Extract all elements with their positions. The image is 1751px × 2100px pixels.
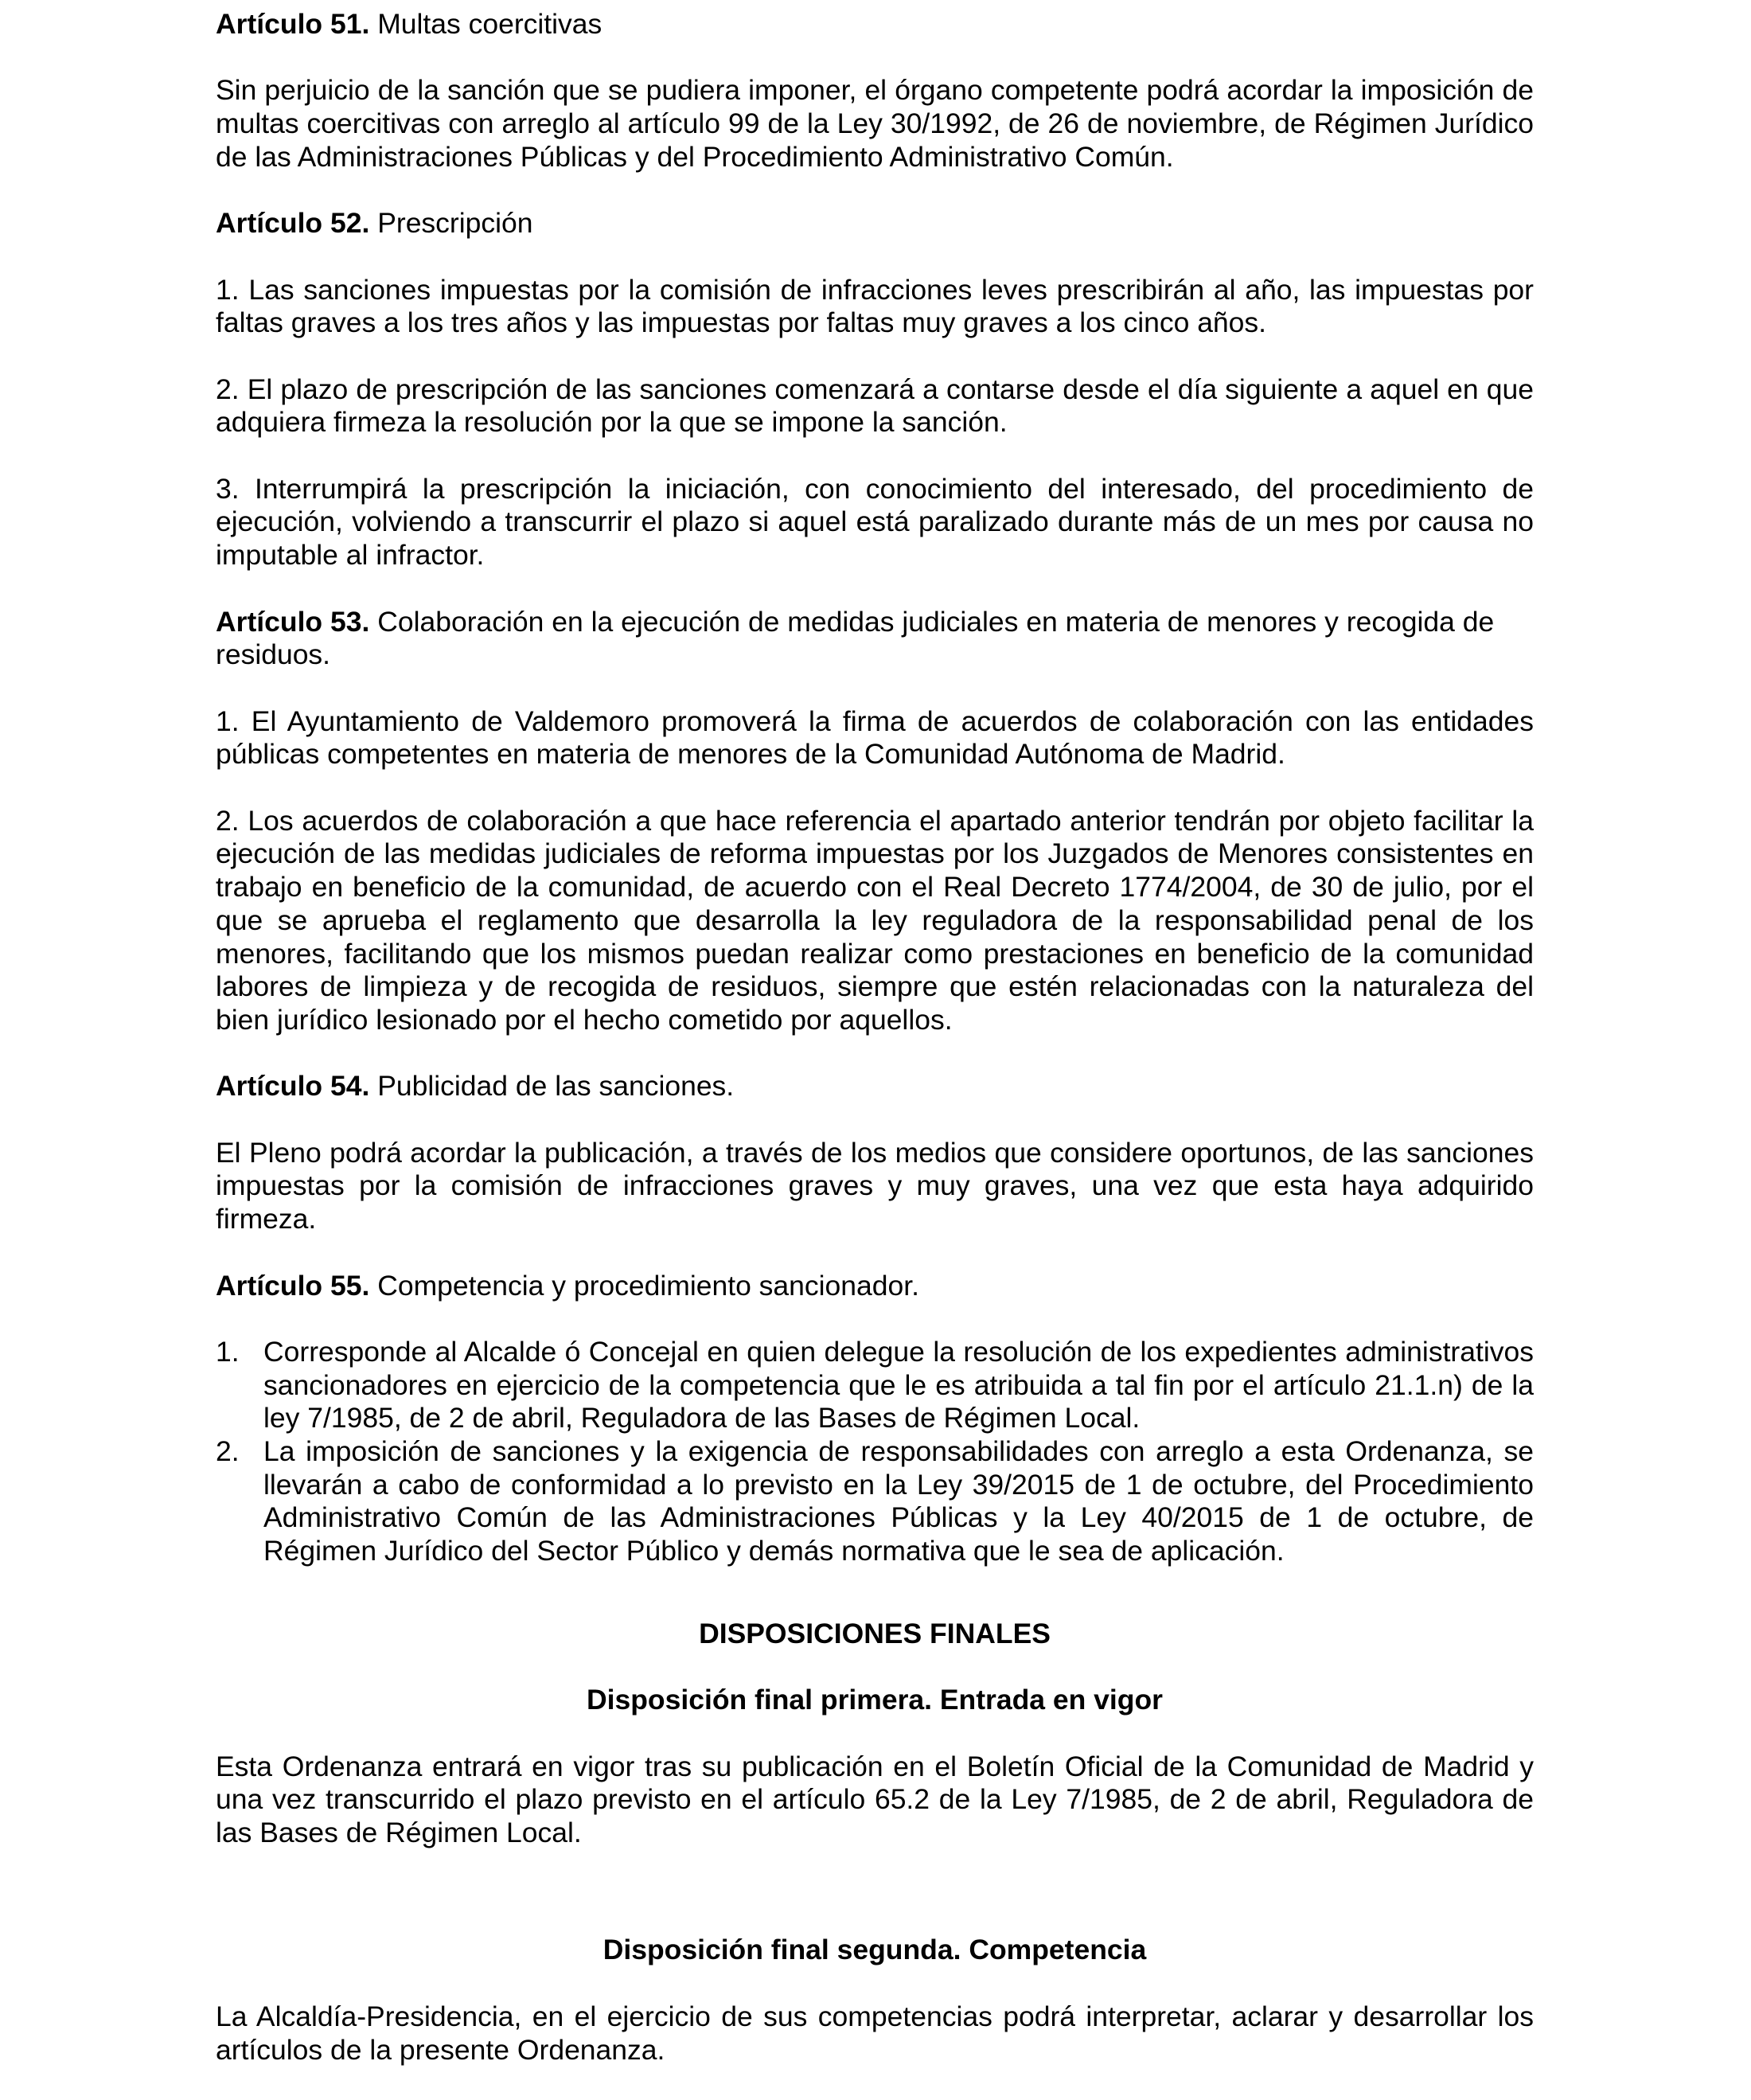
- final-provision-1-paragraph: Esta Ordenanza entrará en vigor tras su publicación en el Boletín Oficial de la Comunidad de Madrid y una vez transcurrido el plazo previsto en el artículo 65.2 de la Ley 7/1985, de 2 de abril, Reguladora de las Bases de Régimen Local.: [216, 1750, 1534, 1849]
- article-54-heading: [216, 1070, 1534, 1103]
- article-54-number: Artículo 54.: [216, 1070, 370, 1103]
- article-53-number: Artículo 53.: [216, 605, 370, 638]
- list-item-text: Corresponde al Alcalde ó Concejal en quien delegue la resolución de los expedientes administrativos sancionadores en ejercicio de la competencia que le es atribuida a tal fin por el artículo 21.1.n) de la ley 7/1985, de 2 de abril, Reguladora de las Bases de Régimen Local.: [263, 1335, 1534, 1434]
- final-provision-1-heading: Disposición final primera. Entrada en vigor: [587, 1684, 1163, 1716]
- article-54-paragraph: El Pleno podrá acordar la publicación, a través de los medios que considere oportunos, de las sanciones impuestas por la comisión de infracciones graves y muy graves, una vez que esta haya adquirido firmeza.: [216, 1136, 1534, 1235]
- article-53-heading: [216, 606, 1534, 672]
- article-52-heading: [216, 207, 1534, 240]
- list-item-number: 2.: [216, 1435, 240, 1468]
- article-51-paragraph: Sin perjuicio de la sanción que se pudiera imponer, el órgano competente podrá acordar la imposición de multas coercitivas con arreglo al artículo 99 de la Ley 30/1992, de 26 de noviembre, de Régimen Jurídico de las Administraciones Públicas y del Procedimiento Administrativo Común.: [216, 74, 1534, 173]
- article-52-paragraph-3: 3. Interrumpirá la prescripción la iniciación, con conocimiento del interesado, del procedimiento de ejecución, volviendo a transcurrir el plazo si aquel está paralizado durante más de un mes por causa no imputable al infractor.: [216, 472, 1534, 572]
- article-54-title: Publicidad de las sanciones.: [369, 1070, 735, 1103]
- article-53-title: Colaboración en la ejecución de medidas judiciales en materia de menores y recogida de residuos.: [216, 605, 1495, 671]
- list-item: [216, 1336, 1534, 1435]
- article-53-paragraph-2: 2. Los acuerdos de colaboración a que hace referencia el apartado anterior tendrán por objeto facilitar la ejecución de las medidas judiciales de reforma impuestas por los Juzgados de Menores consistentes en trabajo en beneficio de la comunidad, de acuerdo con el Real Decreto 1774/2004, de 30 de julio, por el que se aprueba el reglamento que desarrolla la ley reguladora de la responsabilidad penal de los menores, facilitando que los mismos puedan realizar como prestaciones en beneficio de la comunidad labores de limpieza y de recogida de residuos, siempre que estén relacionadas con la naturaleza del bien jurídico lesionado por el hecho cometido por aquellos.: [216, 804, 1534, 1036]
- article-55-heading: [216, 1270, 1534, 1303]
- list-item: [216, 1435, 1534, 1568]
- article-52-title: Prescripción: [369, 207, 533, 240]
- article-52-paragraph-1: 1. Las sanciones impuestas por la comisión de infracciones leves prescribirán al año, las impuestas por faltas graves a los tres años y las impuestas por faltas muy graves a los cinco años.: [216, 273, 1534, 339]
- final-provision-2-heading: Disposición final segunda. Competencia: [603, 1934, 1147, 1966]
- article-51-heading: [216, 8, 1534, 41]
- article-55-list: [216, 1336, 1534, 1568]
- article-51-title: Multas coercitivas: [369, 8, 603, 40]
- article-55-number: Artículo 55.: [216, 1269, 370, 1302]
- list-item-number: 1.: [216, 1335, 240, 1368]
- final-provision-2-paragraph: La Alcaldía-Presidencia, en el ejercicio de sus competencias podrá interpretar, aclarar y desarrollar los artículos de la presente Ordenanza.: [216, 2000, 1534, 2066]
- list-item-text: La imposición de sanciones y la exigencia de responsabilidades con arreglo a esta Ordenanza, se llevarán a cabo de conformidad a lo previsto en la Ley 39/2015 de 1 de octubre, del Procedimiento Administrativo Común de las Administraciones Públicas y la Ley 40/2015 de 1 de octubre, de Régimen Jurídico del Sector Público y demás normativa que le sea de aplicación.: [263, 1435, 1534, 1567]
- article-53-paragraph-1: 1. El Ayuntamiento de Valdemoro promoverá la firma de acuerdos de colaboración con las entidades públicas competentes en materia de menores de la Comunidad Autónoma de Madrid.: [216, 705, 1534, 771]
- final-provisions-heading: DISPOSICIONES FINALES: [699, 1617, 1051, 1649]
- article-52-paragraph-2: 2. El plazo de prescripción de las sanciones comenzará a contarse desde el día siguiente a aquel en que adquiera firmeza la resolución por la que se impone la sanción.: [216, 373, 1534, 439]
- article-52-number: Artículo 52.: [216, 207, 370, 240]
- spacer: [216, 1883, 1534, 1934]
- article-51-number: Artículo 51.: [216, 8, 370, 40]
- spacer: [216, 1568, 1534, 1618]
- article-55-title: Competencia y procedimiento sancionador.: [369, 1269, 920, 1302]
- document-page: [216, 8, 1534, 2100]
